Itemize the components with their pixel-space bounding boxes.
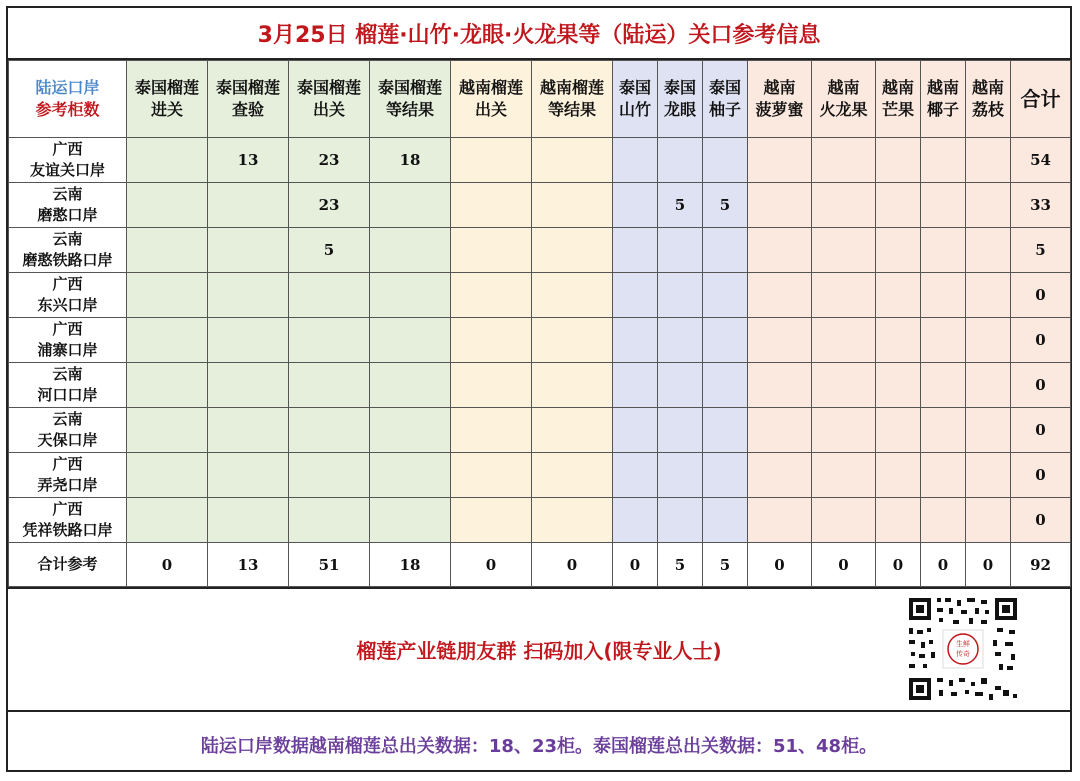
port-label <box>9 273 127 318</box>
data-cell <box>613 453 658 498</box>
corner-line-1: 陆运口岸 <box>35 78 100 97</box>
column-header-line-2: 椰子 <box>926 100 959 119</box>
data-cell <box>370 183 451 228</box>
data-cell <box>451 183 532 228</box>
column-header-line-1: 越南 <box>881 78 914 97</box>
data-cell <box>289 408 370 453</box>
data-cell: 23 <box>289 183 370 228</box>
totals-cell: 18 <box>370 543 451 587</box>
data-cell <box>966 228 1011 273</box>
row-total: 5 <box>1011 228 1071 273</box>
data-cell: 5 <box>703 183 748 228</box>
totals-cell: 5 <box>703 543 748 587</box>
report-frame <box>6 6 1072 772</box>
port-row <box>9 318 1071 363</box>
data-cell <box>921 363 966 408</box>
data-cell <box>127 183 208 228</box>
totals-cell: 0 <box>532 543 613 587</box>
data-cell <box>876 363 921 408</box>
qr-code-icon[interactable] <box>901 594 1025 704</box>
column-header <box>812 61 876 138</box>
data-cell <box>876 273 921 318</box>
data-cell <box>812 453 876 498</box>
column-header-line-2: 等结果 <box>385 100 434 119</box>
data-cell <box>921 318 966 363</box>
data-cell <box>532 453 613 498</box>
totals-cell: 0 <box>451 543 532 587</box>
data-cell <box>812 183 876 228</box>
port-province: 广西 <box>52 500 83 518</box>
totals-cell: 0 <box>812 543 876 587</box>
data-cell <box>613 498 658 543</box>
column-header-line-1: 泰国榴莲 <box>296 78 361 97</box>
port-name: 东兴口岸 <box>37 296 98 314</box>
data-cell <box>921 498 966 543</box>
data-cell <box>451 138 532 183</box>
column-header-line-1: 泰国 <box>663 78 696 97</box>
data-cell <box>658 363 703 408</box>
port-name: 凭祥铁路口岸 <box>22 521 113 539</box>
data-cell <box>289 498 370 543</box>
data-cell <box>208 498 289 543</box>
port-label <box>9 138 127 183</box>
data-cell <box>613 273 658 318</box>
data-cell <box>703 453 748 498</box>
data-cell <box>532 273 613 318</box>
data-cell <box>748 228 812 273</box>
data-cell <box>289 318 370 363</box>
data-cell <box>532 228 613 273</box>
data-cell <box>876 498 921 543</box>
port-name: 浦寨口岸 <box>37 341 98 359</box>
row-total: 54 <box>1011 138 1071 183</box>
data-cell: 5 <box>289 228 370 273</box>
data-cell <box>208 183 289 228</box>
data-cell <box>613 138 658 183</box>
totals-cell: 0 <box>876 543 921 587</box>
port-name: 磨憨口岸 <box>37 206 98 224</box>
corner-header <box>9 61 127 138</box>
column-header <box>451 61 532 138</box>
column-header <box>748 61 812 138</box>
port-row <box>9 453 1071 498</box>
row-total: 33 <box>1011 183 1071 228</box>
column-header <box>127 61 208 138</box>
data-cell <box>127 273 208 318</box>
column-header <box>658 61 703 138</box>
column-header-line-1: 越南榴莲 <box>458 78 523 97</box>
column-header-line-2: 芒果 <box>881 100 914 119</box>
port-label <box>9 498 127 543</box>
data-cell <box>613 408 658 453</box>
data-cell <box>812 273 876 318</box>
data-cell <box>812 408 876 453</box>
data-cell <box>127 318 208 363</box>
data-cell <box>532 318 613 363</box>
data-cell <box>658 138 703 183</box>
data-cell <box>208 318 289 363</box>
column-header-line-1: 越南榴莲 <box>539 78 604 97</box>
data-cell <box>208 228 289 273</box>
port-label <box>9 183 127 228</box>
data-cell <box>703 273 748 318</box>
data-cell <box>748 273 812 318</box>
data-cell <box>127 228 208 273</box>
port-row <box>9 228 1071 273</box>
column-header-line-2: 火龙果 <box>819 100 868 119</box>
column-header-line-2: 柚子 <box>708 100 741 119</box>
data-cell <box>532 183 613 228</box>
data-cell <box>127 138 208 183</box>
promo-section <box>8 587 1070 710</box>
port-province: 云南 <box>52 410 83 428</box>
totals-cell: 0 <box>127 543 208 587</box>
row-total: 0 <box>1011 498 1071 543</box>
data-cell <box>658 498 703 543</box>
port-province: 云南 <box>52 230 83 248</box>
column-header <box>966 61 1011 138</box>
data-cell <box>966 273 1011 318</box>
totals-row <box>9 543 1071 587</box>
data-cell <box>966 408 1011 453</box>
row-total: 0 <box>1011 318 1071 363</box>
total-header: 合计 <box>1011 61 1071 138</box>
page-title: 3月25日 榴莲·山竹·龙眼·火龙果等（陆运）关口参考信息 <box>8 8 1070 60</box>
data-cell <box>658 318 703 363</box>
column-header-line-2: 菠萝蜜 <box>755 100 804 119</box>
port-label <box>9 363 127 408</box>
port-province: 云南 <box>52 185 83 203</box>
column-header-line-2: 龙眼 <box>663 100 696 119</box>
data-cell <box>127 453 208 498</box>
column-header-line-2: 查验 <box>231 100 264 119</box>
data-cell <box>703 408 748 453</box>
port-label <box>9 318 127 363</box>
totals-cell: 0 <box>921 543 966 587</box>
data-cell <box>966 453 1011 498</box>
data-cell <box>966 363 1011 408</box>
data-cell: 18 <box>370 138 451 183</box>
data-cell <box>451 453 532 498</box>
data-cell: 5 <box>658 183 703 228</box>
data-cell <box>532 138 613 183</box>
port-province: 广西 <box>52 455 83 473</box>
data-cell <box>370 363 451 408</box>
column-header-line-1: 泰国 <box>708 78 741 97</box>
data-cell <box>921 228 966 273</box>
data-cell <box>127 498 208 543</box>
column-header <box>532 61 613 138</box>
totals-cell: 51 <box>289 543 370 587</box>
column-header-line-2: 荔枝 <box>971 100 1004 119</box>
totals-cell: 0 <box>613 543 658 587</box>
data-cell <box>613 318 658 363</box>
customs-table <box>8 60 1071 587</box>
data-cell <box>812 498 876 543</box>
data-cell <box>370 408 451 453</box>
column-header-line-1: 泰国榴莲 <box>134 78 199 97</box>
port-name: 河口口岸 <box>37 386 98 404</box>
data-cell <box>748 408 812 453</box>
port-label <box>9 228 127 273</box>
column-header-line-2: 出关 <box>312 100 345 119</box>
data-cell <box>748 138 812 183</box>
grand-total: 92 <box>1011 543 1071 587</box>
column-header-line-1: 泰国榴莲 <box>215 78 280 97</box>
data-cell <box>289 453 370 498</box>
data-cell <box>370 318 451 363</box>
data-cell <box>921 453 966 498</box>
data-cell <box>532 363 613 408</box>
data-cell <box>658 453 703 498</box>
port-row <box>9 273 1071 318</box>
promo-text: 榴莲产业链朋友群 扫码加入(限专业人士) <box>356 639 722 663</box>
column-header <box>876 61 921 138</box>
data-cell <box>208 453 289 498</box>
data-cell <box>812 228 876 273</box>
svg-text:生鲜: 生鲜 <box>956 640 970 648</box>
port-province: 广西 <box>52 320 83 338</box>
column-header-line-1: 越南 <box>827 78 860 97</box>
column-header <box>289 61 370 138</box>
data-cell <box>876 318 921 363</box>
corner-line-2: 参考柜数 <box>35 100 100 119</box>
totals-cell: 0 <box>748 543 812 587</box>
data-cell <box>532 408 613 453</box>
data-cell <box>812 318 876 363</box>
header-row <box>9 61 1071 138</box>
column-header-line-1: 越南 <box>971 78 1004 97</box>
port-province: 云南 <box>52 365 83 383</box>
data-cell <box>451 408 532 453</box>
footer-note: 陆运口岸数据越南榴莲总出关数据：18、23柜。泰国榴莲总出关数据：51、48柜。 <box>8 710 1070 778</box>
port-name: 磨憨铁路口岸 <box>22 251 113 269</box>
data-cell <box>127 408 208 453</box>
column-header <box>208 61 289 138</box>
data-cell <box>966 183 1011 228</box>
data-cell <box>966 498 1011 543</box>
port-label <box>9 408 127 453</box>
data-cell <box>208 408 289 453</box>
data-cell <box>703 498 748 543</box>
data-cell: 23 <box>289 138 370 183</box>
data-cell <box>370 273 451 318</box>
data-cell <box>921 273 966 318</box>
port-row <box>9 138 1071 183</box>
port-row <box>9 363 1071 408</box>
column-header-line-2: 出关 <box>474 100 507 119</box>
data-cell <box>451 498 532 543</box>
column-header <box>921 61 966 138</box>
totals-cell: 13 <box>208 543 289 587</box>
data-cell <box>289 273 370 318</box>
data-cell <box>127 363 208 408</box>
data-cell <box>613 228 658 273</box>
column-header <box>613 61 658 138</box>
data-cell <box>658 408 703 453</box>
data-cell <box>703 363 748 408</box>
port-label <box>9 453 127 498</box>
data-cell <box>532 498 613 543</box>
data-cell <box>812 363 876 408</box>
data-cell <box>876 138 921 183</box>
svg-text:传奇: 传奇 <box>956 650 970 658</box>
data-cell <box>451 273 532 318</box>
data-cell <box>703 138 748 183</box>
port-name: 友谊关口岸 <box>29 161 105 179</box>
port-row <box>9 498 1071 543</box>
port-name: 天保口岸 <box>37 431 98 449</box>
data-cell <box>748 318 812 363</box>
column-header-line-1: 泰国 <box>618 78 651 97</box>
data-cell <box>966 318 1011 363</box>
data-cell <box>658 228 703 273</box>
totals-cell: 5 <box>658 543 703 587</box>
row-total: 0 <box>1011 273 1071 318</box>
column-header-line-2: 山竹 <box>618 100 651 119</box>
column-header <box>703 61 748 138</box>
data-cell <box>876 183 921 228</box>
data-cell <box>921 408 966 453</box>
data-cell <box>208 363 289 408</box>
data-cell <box>748 363 812 408</box>
port-province: 广西 <box>52 140 83 158</box>
row-total: 0 <box>1011 408 1071 453</box>
port-row <box>9 183 1071 228</box>
data-cell <box>451 363 532 408</box>
column-header-line-1: 越南 <box>926 78 959 97</box>
data-cell <box>966 138 1011 183</box>
data-cell <box>208 273 289 318</box>
data-cell <box>876 228 921 273</box>
column-header-line-1: 泰国榴莲 <box>377 78 442 97</box>
column-header-line-2: 等结果 <box>547 100 596 119</box>
column-header <box>370 61 451 138</box>
row-total: 0 <box>1011 453 1071 498</box>
data-cell <box>876 408 921 453</box>
totals-cell: 0 <box>966 543 1011 587</box>
data-cell <box>451 228 532 273</box>
data-cell <box>658 273 703 318</box>
port-row <box>9 408 1071 453</box>
column-header-line-1: 越南 <box>763 78 796 97</box>
data-cell <box>703 228 748 273</box>
data-cell <box>921 138 966 183</box>
data-cell <box>748 498 812 543</box>
data-cell <box>613 183 658 228</box>
data-cell <box>370 453 451 498</box>
column-header-line-2: 进关 <box>150 100 183 119</box>
data-cell: 13 <box>208 138 289 183</box>
data-cell <box>748 453 812 498</box>
port-province: 广西 <box>52 275 83 293</box>
data-cell <box>289 363 370 408</box>
totals-label: 合计参考 <box>9 543 127 587</box>
data-cell <box>370 228 451 273</box>
data-cell <box>451 318 532 363</box>
data-cell <box>370 498 451 543</box>
data-cell <box>876 453 921 498</box>
row-total: 0 <box>1011 363 1071 408</box>
data-cell <box>812 138 876 183</box>
data-cell <box>748 183 812 228</box>
data-cell <box>613 363 658 408</box>
data-cell <box>703 318 748 363</box>
data-cell <box>921 183 966 228</box>
port-name: 弄尧口岸 <box>37 476 98 494</box>
